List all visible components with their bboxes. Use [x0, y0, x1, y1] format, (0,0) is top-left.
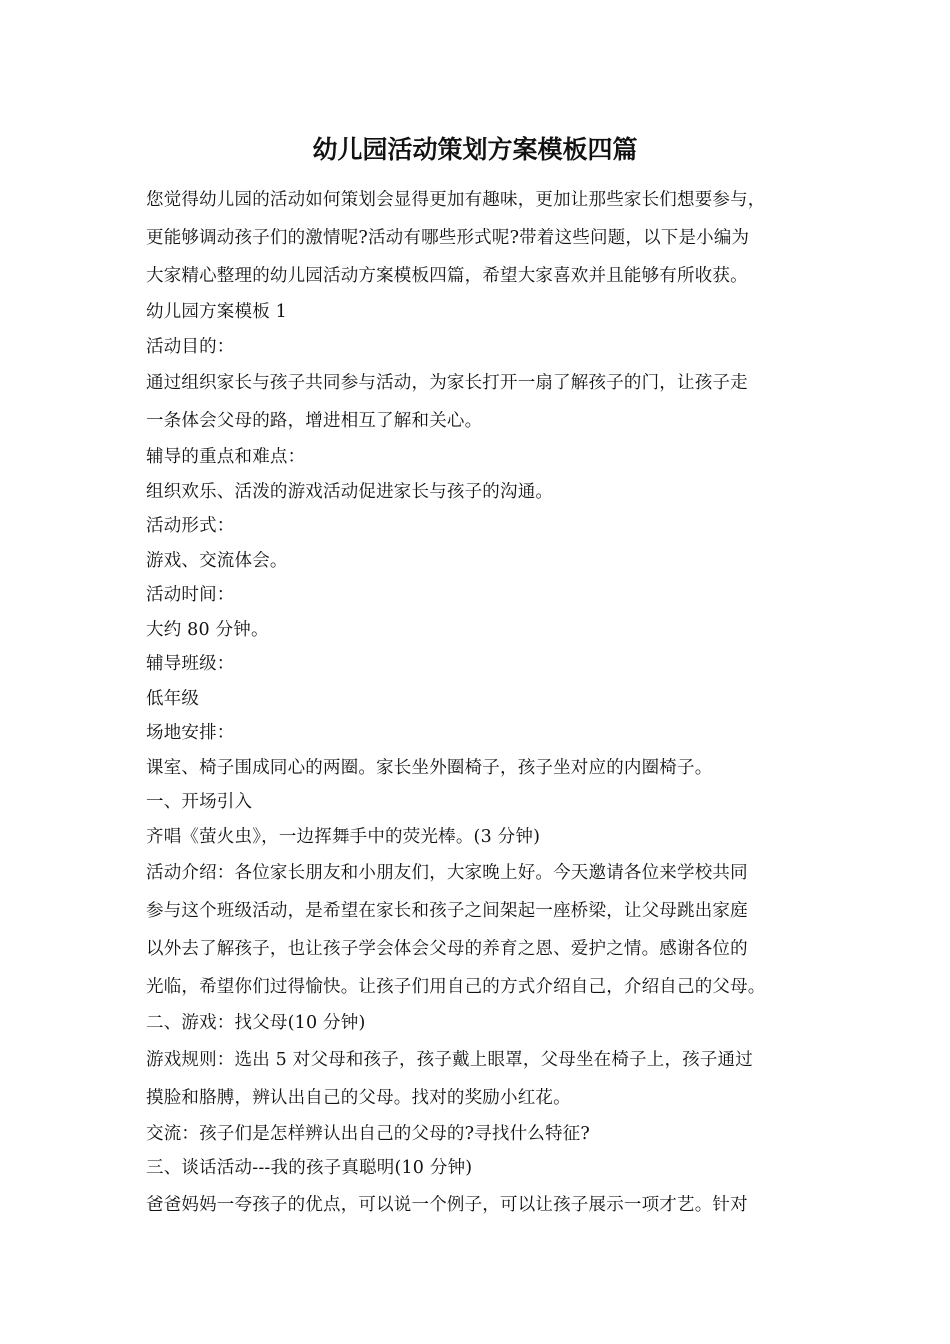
document-title: 幼儿园活动策划方案模板四篇	[312, 135, 638, 164]
section-heading: 幼儿园方案模板 1	[146, 302, 287, 322]
body-line: 以外去了解孩子，也让孩子学会体会父母的养育之恩、爱护之情。感谢各位的	[146, 939, 748, 959]
body-line: 辅导班级：	[146, 654, 235, 674]
body-line: 一条体会父母的路，增进相互了解和关心。	[146, 411, 483, 431]
body-line: 大约 80 分钟。	[146, 619, 269, 640]
body-line: 活动目的：	[146, 336, 235, 357]
body-line: 课室、椅子围成同心的两圈。家长坐外圈椅子，孩子坐对应的内圈椅子。	[146, 757, 713, 778]
body-line: 大家精心整理的幼儿园活动方案模板四篇，希望大家喜欢并且能够有所收获。	[146, 266, 748, 286]
document-body	[146, 181, 826, 1224]
body-line: 场地安排：	[146, 723, 235, 743]
body-line: 参与这个班级活动，是希望在家长和孩子之间架起一座桥梁，让父母跳出家庭	[146, 901, 748, 921]
body-line: 活动形式：	[146, 516, 235, 536]
body-line: 低年级	[146, 688, 200, 709]
body-line: 齐唱《萤火虫》，一边挥舞手中的荧光棒。(3 分钟)	[146, 826, 541, 847]
body-line: 组织欢乐、活泼的游戏活动促进家长与孩子的沟通。	[146, 481, 554, 502]
body-line: 游戏、交流体会。	[146, 550, 288, 571]
body-line: 光临，希望你们过得愉快。让孩子们用自己的方式介绍自己，介绍自己的父母。	[146, 977, 766, 997]
body-line: 更能够调动孩子们的激情呢?活动有哪些形式呢?带着这些问题，以下是小编为	[146, 228, 750, 248]
body-line: 游戏规则：选出 5 对父母和孩子，孩子戴上眼罩，父母坐在椅子上，孩子通过	[146, 1049, 753, 1070]
body-line: 您觉得幼儿园的活动如何策划会显得更加有趣味，更加让那些家长们想要参与，	[146, 190, 766, 210]
body-line: 活动时间：	[146, 585, 235, 605]
body-line: 摸脸和胳膊，辨认出自己的父母。找对的奖励小红花。	[146, 1087, 571, 1108]
body-line: 三、谈话活动---我的孩子真聪明(10 分钟)	[146, 1158, 473, 1178]
body-line: 二、游戏：找父母(10 分钟)	[146, 1013, 366, 1033]
body-line: 交流：孩子们是怎样辨认出自己的父母的?寻找什么特征?	[146, 1123, 590, 1144]
body-line: 爸爸妈妈一夸孩子的优点，可以说一个例子，可以让孩子展示一项才艺。针对	[146, 1194, 748, 1215]
body-line: 辅导的重点和难点：	[146, 447, 306, 467]
body-line: 活动介绍：各位家长朋友和小朋友们，大家晚上好。今天邀请各位来学校共同	[146, 863, 748, 883]
body-line: 一、开场引入	[146, 792, 253, 812]
body-line: 通过组织家长与孩子共同参与活动，为家长打开一扇了解孩子的门，让孩子走	[146, 373, 748, 393]
